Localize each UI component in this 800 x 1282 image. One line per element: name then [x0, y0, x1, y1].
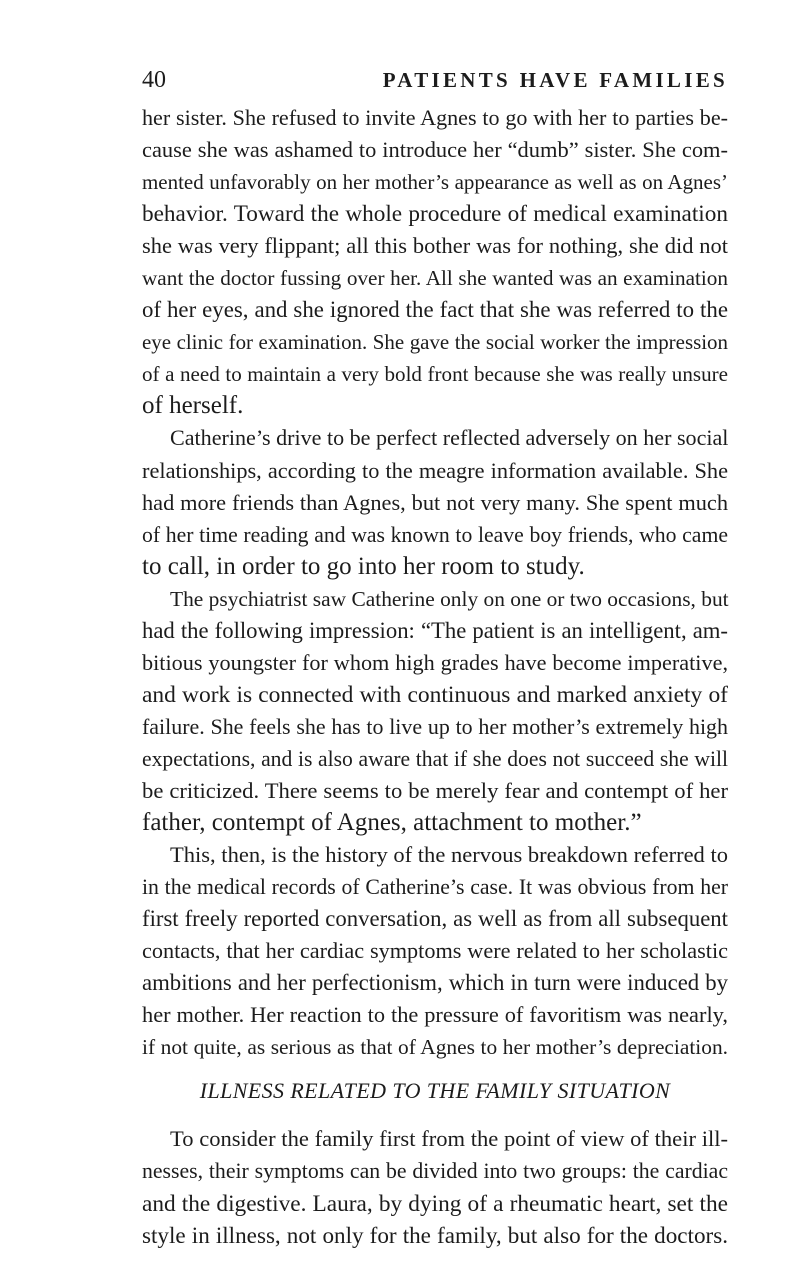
- text-line: of herself.: [142, 392, 244, 420]
- text-line: contacts, that her cardiac symptoms were related to her scholastic: [142, 938, 728, 964]
- paragraph-first-line: This, then, is the history of the nervous breakdown referred to: [170, 842, 728, 868]
- text-line: ambitions and her perfectionism, which in turn were induced by: [142, 970, 728, 996]
- text-line: in the medical records of Catherine’s case. It was obvious from her: [142, 875, 728, 900]
- text-line: first freely reported conversation, as well as from all subsequent: [142, 906, 728, 932]
- text-line: eye clinic for examination. She gave the social worker the impression: [142, 330, 728, 355]
- running-title: PATIENTS HAVE FAMILIES: [382, 68, 728, 92]
- text-line: behavior. Toward the whole procedure of medical examination: [142, 201, 728, 228]
- text-line: to call, in order to go into her room to study.: [142, 552, 585, 580]
- text-line: she was very flippant; all this bother was for nothing, she did not: [142, 233, 728, 259]
- text-line: bitious youngster for whom high grades have become imperative,: [142, 649, 728, 675]
- text-line: if not quite, as serious as that of Agnes to her mother’s depreciation.: [142, 1035, 728, 1060]
- text-line: style in illness, not only for the family, but also for the doctors.: [142, 1222, 728, 1249]
- text-line: expectations, and is also aware that if she does not succeed she will: [142, 746, 728, 771]
- text-line: nesses, their symptoms can be divided into two groups: the cardiac: [142, 1159, 728, 1184]
- body-text: [142, 102, 728, 1252]
- text-line: relationships, according to the meagre information available. She: [142, 457, 728, 483]
- text-line: failure. She feels she has to live up to her mother’s extremely high: [142, 713, 728, 739]
- page-number: 40: [142, 67, 166, 93]
- text-line: want the doctor fussing over her. All she wanted was an examination: [142, 266, 728, 291]
- running-header: [142, 66, 728, 94]
- paragraph-first-line: To consider the family first from the point of view of their ill-: [170, 1126, 728, 1152]
- text-line: of her eyes, and she ignored the fact that she was referred to the: [142, 297, 728, 323]
- text-line: and the digestive. Laura, by dying of a rheumatic heart, set the: [142, 1190, 728, 1217]
- text-line: be criticized. There seems to be merely fear and contempt of her: [142, 777, 728, 803]
- text-line: and work is connected with continuous and marked anxiety of: [142, 681, 728, 708]
- paragraph-first-line: Catherine’s drive to be perfect reflected adversely on her social: [170, 425, 729, 451]
- text-line: of a need to maintain a very bold front because she was really unsure: [142, 362, 728, 387]
- text-line: cause she was ashamed to introduce her “dumb” sister. She com-: [142, 137, 728, 163]
- paragraph-first-line: The psychiatrist saw Catherine only on one or two occasions, but: [170, 586, 729, 611]
- text-line: father, contempt of Agnes, attachment to mother.”: [142, 809, 642, 837]
- text-line: mented unfavorably on her mother’s appearance as well as on Agnes’: [142, 170, 728, 195]
- text-line: had the following impression: “The patient is an intelligent, am-: [142, 617, 728, 643]
- text-line: had more friends than Agnes, but not very many. She spent much: [142, 489, 728, 515]
- text-line: her sister. She refused to invite Agnes to go with her to parties be-: [142, 105, 728, 130]
- text-line: her mother. Her reaction to the pressure of favoritism was nearly,: [142, 1002, 728, 1028]
- text-line: of her time reading and was known to leave boy friends, who came: [142, 522, 728, 547]
- section-heading: ILLNESS RELATED TO THE FAMILY SITUATION: [199, 1078, 671, 1104]
